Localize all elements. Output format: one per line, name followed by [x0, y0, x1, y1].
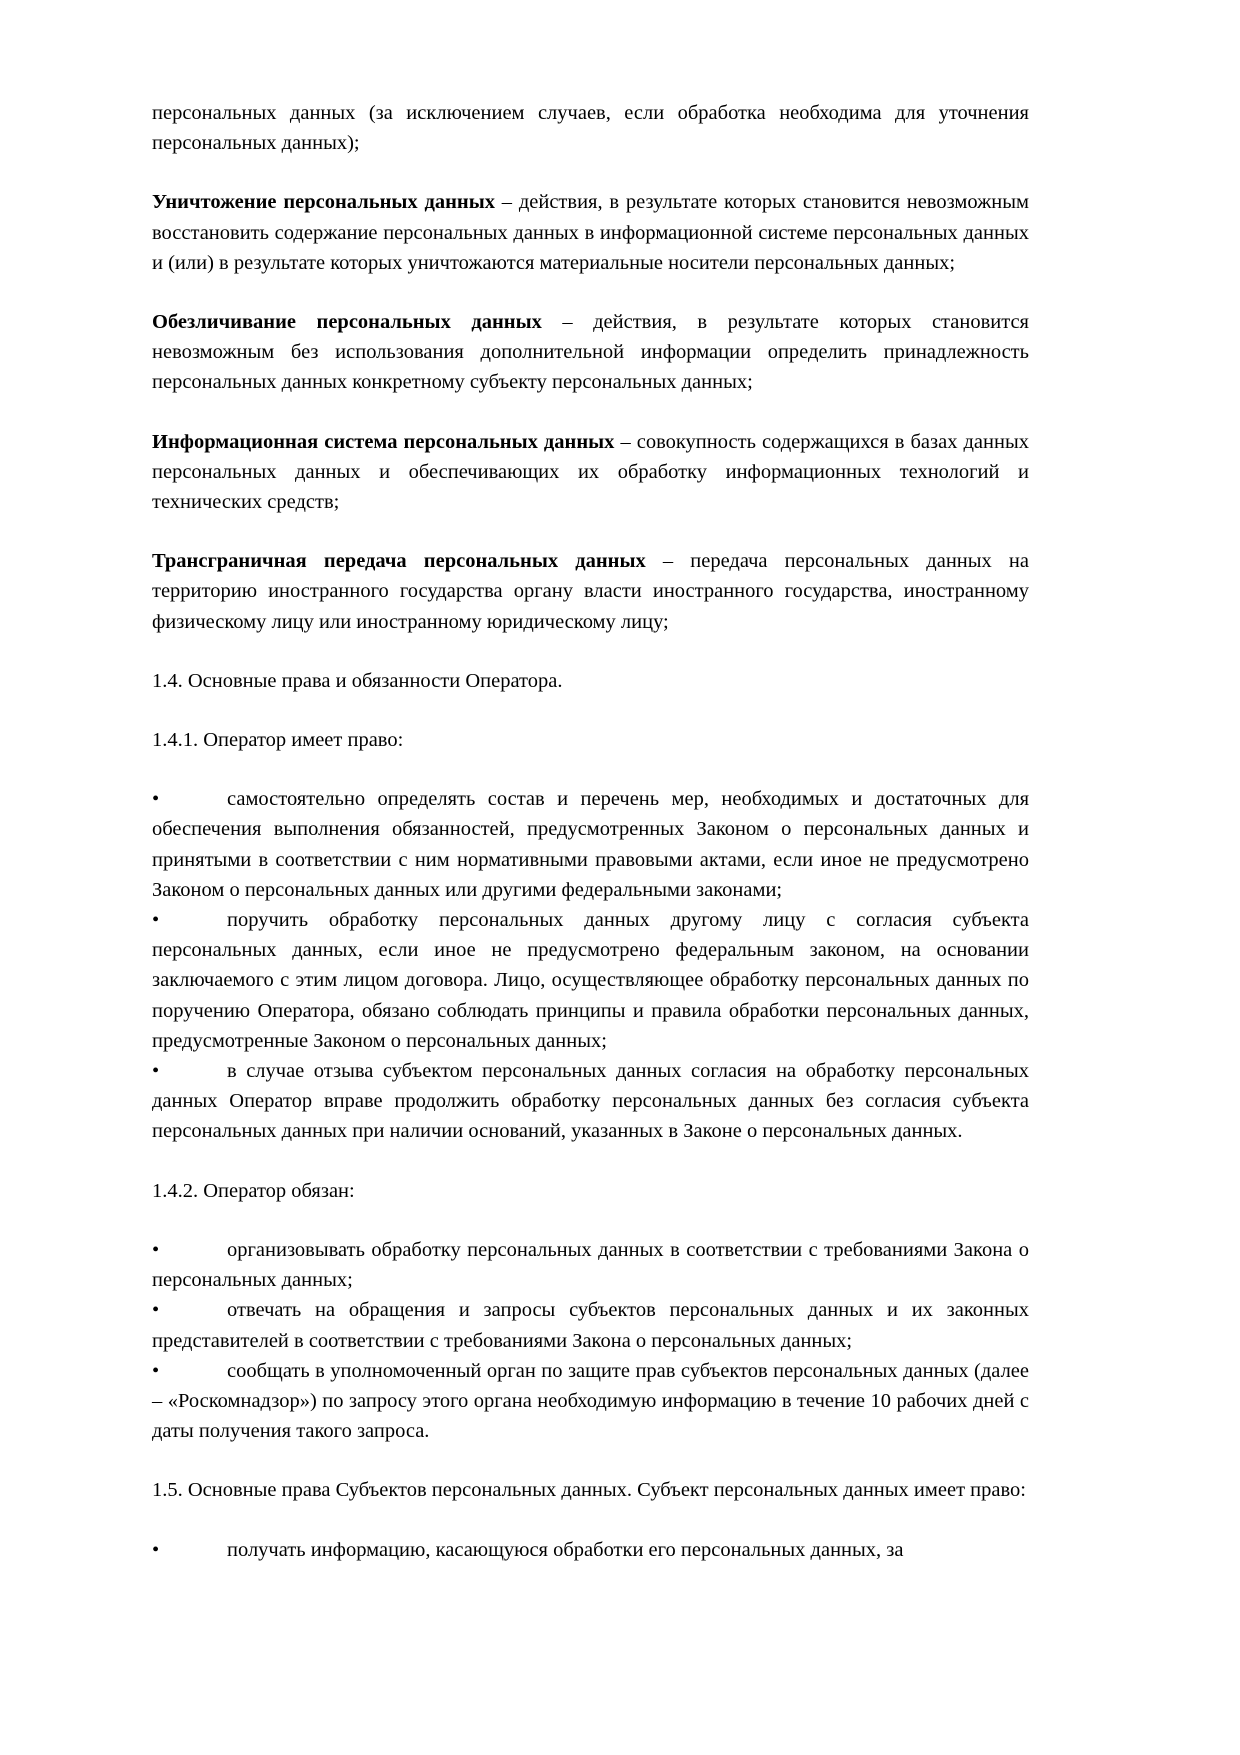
definition-term: Информационная система персональных данных [152, 430, 615, 453]
definition-paragraph-cross-border [152, 546, 1029, 637]
definition-term: Обезличивание персональных данных [152, 311, 542, 334]
list-item-text: получать информацию, касающуюся обработки его персональных данных, за [227, 1538, 904, 1561]
bullet-icon: • [152, 788, 160, 811]
list-item [152, 1056, 1029, 1147]
list-item [152, 905, 1029, 1056]
list-item-text: отвечать на обращения и запросы субъектов персональных данных и их законных представителей в соответствии с требованиями Закона о персональных данных; [152, 1299, 1029, 1352]
bullet-icon: • [152, 1538, 160, 1561]
list-item-text: сообщать в уполномоченный орган по защите прав субъектов персональных данных (далее – «Роскомнадзор») по запросу этого органа необходимую информацию в течение 10 рабочих дней с даты получения такого запроса. [152, 1359, 1029, 1443]
list-item [152, 1356, 1029, 1447]
operator-rights-list [152, 784, 1029, 1146]
definition-term: Уничтожение персональных данных [152, 191, 495, 214]
section-heading-1-4: 1.4. Основные права и обязанности Оператора. [152, 669, 563, 692]
definition-text: – действия, в результате которых становится невозможным без использования дополнительной информации определить принадлежность персональных данных конкретному субъекту персональных данных; [152, 311, 1029, 394]
list-item [152, 1535, 1029, 1565]
spacer [152, 1147, 1029, 1176]
section-heading-1-4-2: 1.4.2. Оператор обязан: [152, 1179, 355, 1202]
bullet-icon: • [152, 909, 160, 932]
bullet-icon: • [152, 1299, 160, 1322]
list-item-text: поручить обработку персональных данных другому лицу с согласия субъекта персональных данных, если иное не предусмотрено федеральным законом, на основании заключаемого с этим лицом договора. Лицо, осуществляющее обработку персональных данных по поручению Оператора, обязано соблюдать принципы и правила обработки персональных данных, предусмотренные Законом о персональных данных; [152, 909, 1029, 1052]
list-item [152, 784, 1029, 905]
subject-rights-list [152, 1535, 1029, 1565]
definition-paragraph-destruction [152, 187, 1029, 278]
section-heading-1-5: 1.5. Основные права Субъектов персональных данных. Субъект персональных данных имеет право: [152, 1479, 1026, 1502]
list-item [152, 1295, 1029, 1355]
definition-term: Трансграничная передача персональных данных [152, 550, 646, 573]
definition-paragraph-information-system [152, 427, 1029, 518]
definition-text: – передача персональных данных на территорию иностранного государства органу власти иностранного государства, иностранному физическому лицу или иностранному юридическому лицу; [152, 550, 1029, 633]
list-item-text: в случае отзыва субъектом персональных данных согласия на обработку персональных данных Оператор вправе продолжить обработку персональных данных без согласия субъекта персональных данных при наличии оснований, указанных в Законе о персональных данных. [152, 1060, 1029, 1143]
section-heading-1-4-1: 1.4.1. Оператор имеет право: [152, 729, 404, 752]
continued-paragraph: персональных данных (за исключением случаев, если обработка необходима для уточнения персональных данных); [152, 102, 1029, 155]
bullet-icon: • [152, 1060, 160, 1083]
list-item-text: самостоятельно определять состав и перечень мер, необходимых и достаточных для обеспечения выполнения обязанностей, предусмотренных Законом о персональных данных и принятыми в соответствии с ним нормативными правовыми актами, если иное не предусмотрено Законом о персональных данных или другими федеральными законами; [152, 788, 1029, 901]
list-item [152, 1235, 1029, 1295]
operator-duties-list [152, 1235, 1029, 1446]
definition-paragraph-depersonalization [152, 307, 1029, 398]
definition-text: – действия, в результате которых становится невозможным восстановить содержание персональных данных в информационной системе персональных данных и (или) в результате которых уничтожаются материальные носители персональных данных; [152, 191, 1030, 274]
page-content [152, 98, 1029, 1565]
list-item-text: организовывать обработку персональных данных в соответствии с требованиями Закона о персональных данных; [152, 1238, 1029, 1292]
spacer [152, 1446, 1029, 1475]
bullet-icon: • [152, 1359, 160, 1382]
definition-text: – совокупность содержащихся в базах данных персональных данных и обеспечивающих их обработку информационных технологий и технических средств; [152, 430, 1029, 514]
bullet-icon: • [152, 1238, 160, 1261]
